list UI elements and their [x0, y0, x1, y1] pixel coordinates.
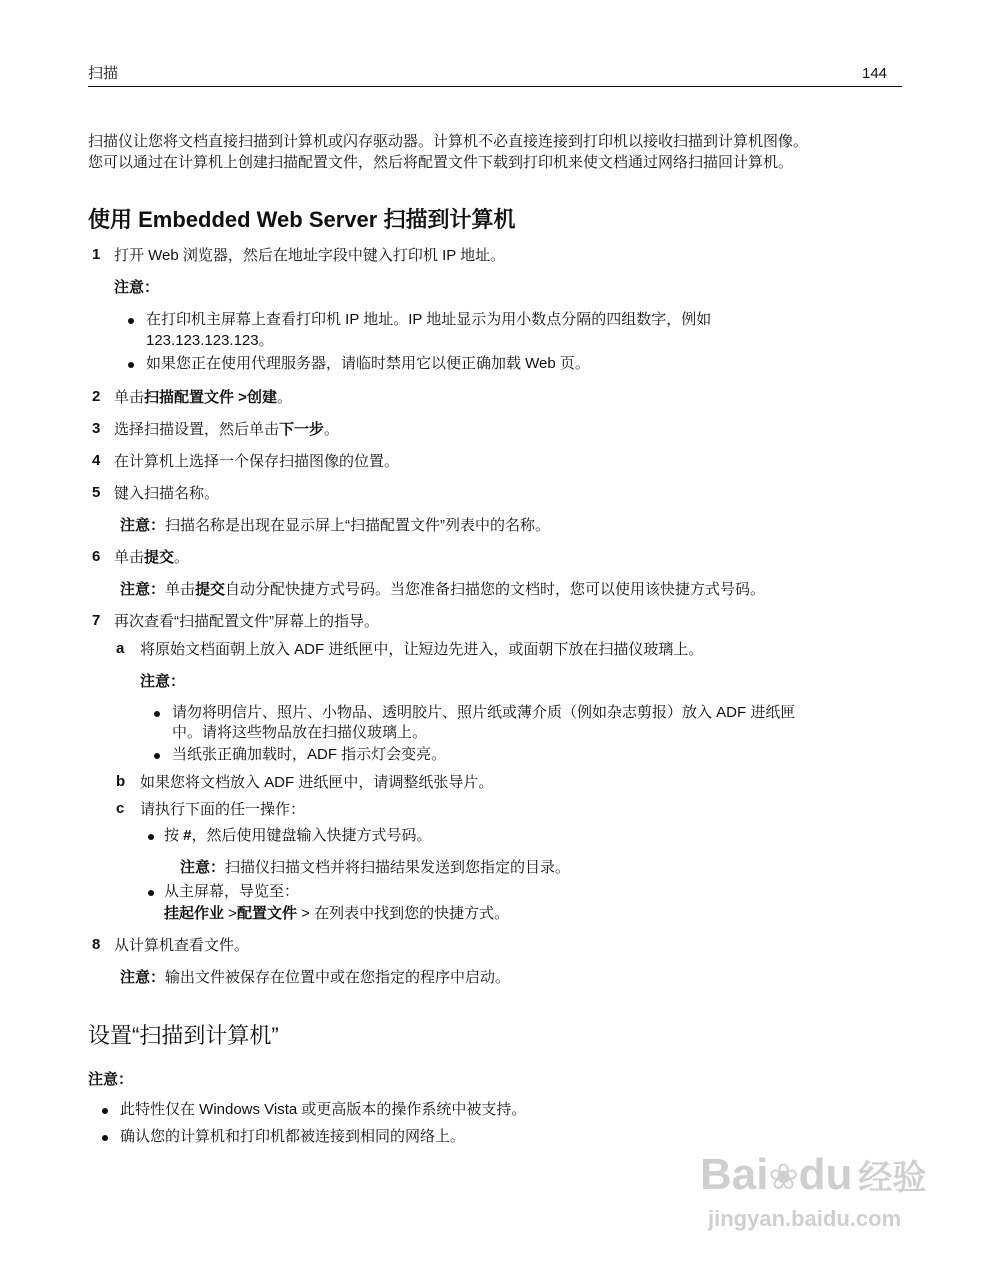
- paw-icon: ❀: [768, 1156, 799, 1197]
- note-label: 注意：: [140, 673, 186, 690]
- step-5-text: 键入扫描名称。: [114, 485, 220, 502]
- step-8-note: 注意：输出文件被保存在位置中或在您指定的程序中启动。: [120, 969, 511, 986]
- bullet-icon: [128, 318, 134, 324]
- watermark-logo: Bai❀du 经验: [700, 1150, 927, 1199]
- step-number: 7: [92, 612, 101, 629]
- bullet-text: 在打印机主屏幕上查看打印机 IP 地址。IP 地址显示为用小数点分隔的四组数字，例如: [146, 311, 712, 328]
- step-4-text: 在计算机上选择一个保存扫描图像的位置。: [114, 453, 400, 470]
- step-8-text: 从计算机查看文件。: [114, 937, 250, 954]
- step-3-text: 选择扫描设置，然后单击下一步。: [114, 421, 340, 438]
- bullet-text: 从主屏幕，导览至：: [164, 883, 300, 900]
- step-7-text: 再次查看“扫描配置文件”屏幕上的指导。: [114, 613, 379, 630]
- substep-b-text: 如果您将文档放入 ADF 进纸匣中，请调整纸张导片。: [140, 774, 494, 791]
- substep-letter: b: [116, 773, 126, 790]
- bullet-text: 此特性仅在 Windows Vista 或更高版本的操作系统中被支持。: [120, 1101, 527, 1118]
- intro-line-1: 扫描仪让您将文档直接扫描到计算机或闪存驱动器。计算机不必直接连接到打印机以接收扫描到计算机图像。: [88, 133, 809, 150]
- intro-line-2: 您可以通过在计算机上创建扫描配置文件，然后将配置文件下载到打印机来使文档通过网络扫描回计算机。: [88, 154, 794, 171]
- substep-a-text: 将原始文档面朝上放入 ADF 进纸匣中，让短边先进入，或面朝下放在扫描仪玻璃上。: [140, 641, 704, 658]
- bullet-text-cont: 123.123.123.123。: [146, 332, 274, 349]
- watermark-url: jingyan.baidu.com: [708, 1206, 902, 1231]
- substep-letter: a: [116, 640, 125, 657]
- step-number: 5: [92, 484, 101, 501]
- running-header-section: 扫描: [88, 65, 119, 82]
- step-number: 6: [92, 548, 101, 565]
- bullet-icon: [148, 890, 154, 896]
- substep-c-note: 注意：扫描仪扫描文档并将扫描结果发送到您指定的目录。: [180, 859, 571, 876]
- navigation-path: 挂起作业 >配置文件 > 在列表中找到您的快捷方式。: [164, 905, 510, 922]
- bullet-icon: [154, 711, 160, 717]
- bullet-icon: [148, 834, 154, 840]
- bullet-icon: [128, 362, 134, 368]
- step-6-text: 单击提交。: [114, 549, 190, 566]
- bullet-text: 按 #，然后使用键盘输入快捷方式号码。: [164, 827, 432, 844]
- step-1-text: 打开 Web 浏览器，然后在地址字段中键入打印机 IP 地址。: [114, 247, 506, 264]
- step-number: 3: [92, 420, 101, 437]
- bullet-text: 确认您的计算机和打印机都被连接到相同的网络上。: [120, 1128, 466, 1145]
- page-number: 144: [862, 65, 888, 82]
- note-label: 注意：: [88, 1071, 134, 1088]
- step-number: 1: [92, 246, 101, 263]
- note-label: 注意：: [114, 279, 160, 296]
- header-rule: [88, 86, 902, 87]
- step-number: 8: [92, 936, 101, 953]
- bullet-icon: [102, 1135, 108, 1141]
- bullet-text: 当纸张正确加载时，ADF 指示灯会变亮。: [172, 746, 447, 763]
- step-number: 4: [92, 452, 101, 469]
- substep-letter: c: [116, 800, 125, 817]
- bullet-text-cont: 中。请将这些物品放在扫描仪玻璃上。: [172, 724, 428, 741]
- step-number: 2: [92, 388, 101, 405]
- section-heading-setup: 设置“扫描到计算机”: [88, 1023, 279, 1048]
- substep-c-text: 请执行下面的任一操作：: [140, 801, 306, 818]
- step-5-note: 注意：扫描名称是出现在显示屏上“扫描配置文件”列表中的名称。: [120, 517, 551, 534]
- bullet-text: 如果您正在使用代理服务器，请临时禁用它以便正确加载 Web 页。: [146, 355, 590, 372]
- section-heading-ews: 使用 Embedded Web Server 扫描到计算机: [88, 207, 516, 232]
- bullet-icon: [102, 1108, 108, 1114]
- step-6-note: 注意：单击提交自动分配快捷方式号码。当您准备扫描您的文档时，您可以使用该快捷方式号码。: [120, 581, 766, 598]
- bullet-text: 请勿将明信片、照片、小物品、透明胶片、照片纸或薄介质（例如杂志剪报）放入 ADF 进纸匣: [172, 704, 796, 721]
- bullet-icon: [154, 753, 160, 759]
- step-2-text: 单击扫描配置文件 >创建。: [114, 389, 292, 406]
